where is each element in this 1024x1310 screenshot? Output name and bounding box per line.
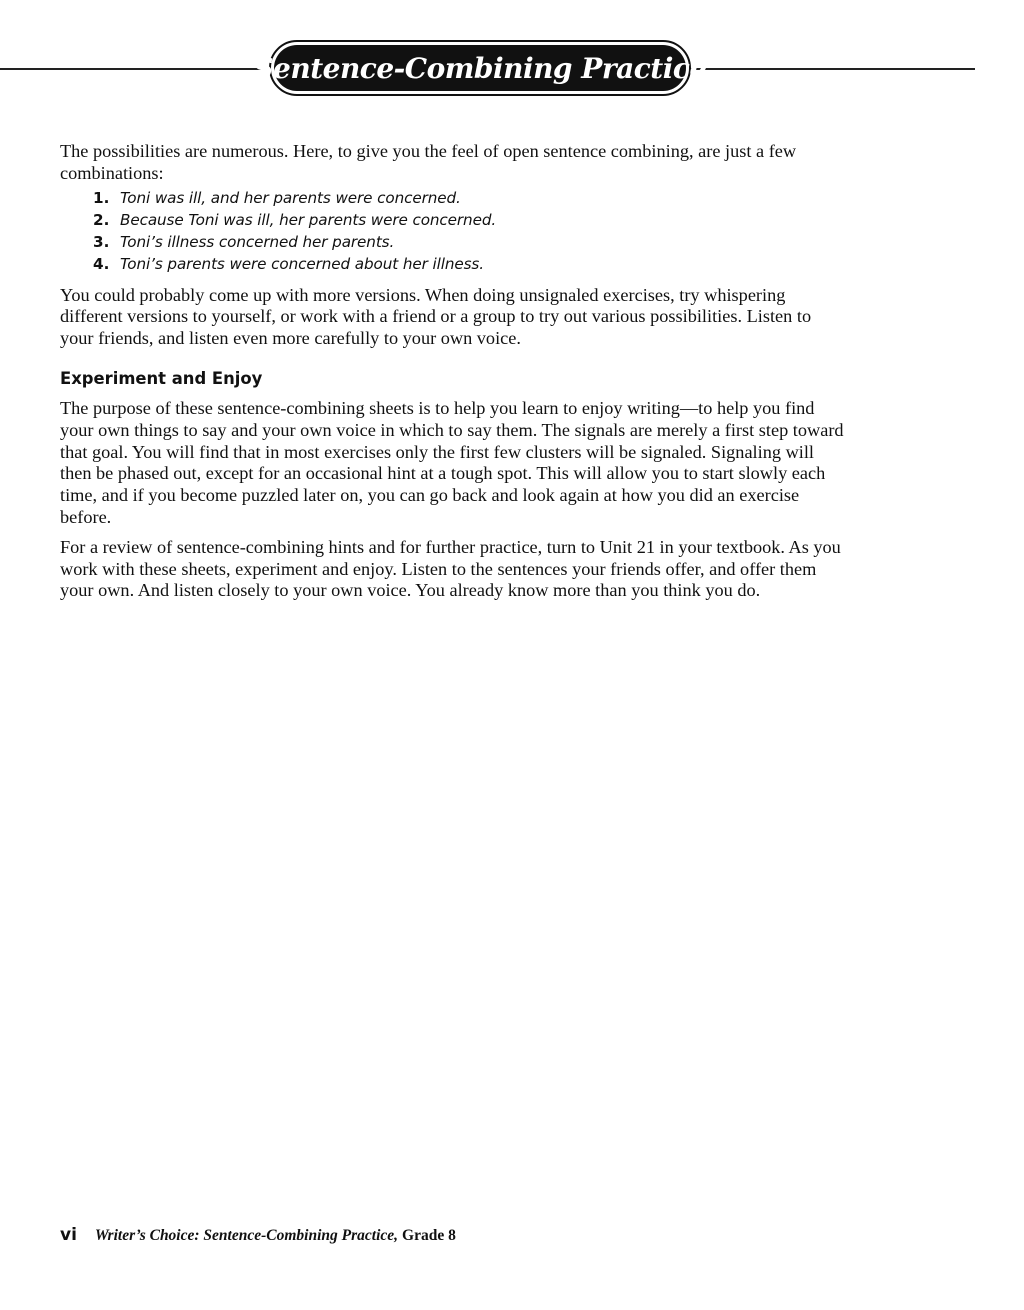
example-text: Toni was ill, and her parents were concerned.	[120, 188, 461, 207]
purpose-paragraph: The purpose of these sentence-combining sheets is to help you learn to enjoy writing—to help you find your own things to say and your own voice in which to say them. The signals are merely a first step toward that goal. You will find that in most exercises only the first few clusters will be signaled. Signaling will then be phased out, except for an occasional hint at a tough spot. This will allow you to start slowly each time, and if you become puzzled later on, you can go back and look again at how you did an exercise before.	[60, 397, 844, 527]
review-paragraph: For a review of sentence-combining hints and for further practice, turn to Unit 21 in your textbook. As you work with these sheets, experiment and enjoy. Listen to the sentences your friends offer, and offer them your own. And listen closely to your own voice. You already know more than you think you do.	[60, 536, 841, 601]
example-number: 1.	[93, 188, 110, 207]
list-item	[93, 187, 845, 209]
example-text: Because Toni was ill, her parents were concerned.	[120, 210, 497, 229]
example-list	[60, 187, 845, 275]
list-item	[93, 231, 845, 253]
list-item	[93, 209, 845, 231]
example-number: 4.	[93, 254, 110, 273]
main-content	[60, 141, 845, 602]
example-number: 2.	[93, 210, 110, 229]
section-heading: Experiment and Enjoy	[60, 368, 263, 388]
example-text: Toni’s parents were concerned about her illness.	[120, 254, 484, 273]
page-title: Sentence-Combining Practice	[274, 45, 686, 91]
page-footer	[60, 1225, 456, 1245]
example-text: Toni’s illness concerned her parents.	[120, 232, 395, 251]
page-number: vi	[60, 1225, 77, 1245]
header-banner	[253, 40, 707, 96]
book-title: Writer’s Choice: Sentence-Combining Practice,	[94, 1227, 399, 1244]
example-number: 3.	[93, 232, 110, 251]
list-item	[93, 253, 845, 275]
intro-paragraph: The possibilities are numerous. Here, to give you the feel of open sentence combining, are just a few combinations:	[60, 141, 797, 183]
book-grade: Grade 8	[402, 1227, 456, 1244]
versions-paragraph: You could probably come up with more versions. When doing unsignaled exercises, try whispering different versions to yourself, or work with a friend or a group to try out various possibilities. Listen to your friends, and listen even more carefully to your own voice.	[60, 284, 812, 349]
